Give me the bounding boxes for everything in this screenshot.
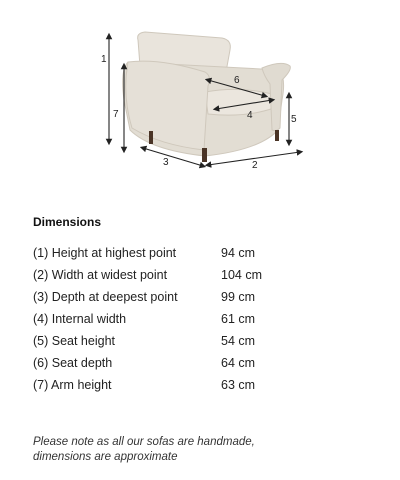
dimension-label: (3) Depth at deepest point <box>33 290 178 304</box>
label-depth: 3 <box>163 157 169 168</box>
dimension-row-height <box>33 244 333 266</box>
dimension-value: 54 cm <box>221 334 256 348</box>
dimension-value: 63 cm <box>221 378 256 392</box>
armchair-dimension-diagram <box>0 0 400 200</box>
label-seat-height: 5 <box>291 114 297 125</box>
note-line-2: dimensions are approximate <box>33 451 178 463</box>
dimension-value: 61 cm <box>221 312 256 326</box>
label-height: 1 <box>101 54 107 65</box>
note-line-1: Please note as all our sofas are handmade, <box>33 436 255 448</box>
armchair-image <box>123 32 291 162</box>
dimension-row-arm-height <box>33 376 333 398</box>
dimension-label: (2) Width at widest point <box>33 268 168 282</box>
dimension-row-width <box>33 266 333 288</box>
right-leg <box>275 130 279 141</box>
handmade-note <box>33 435 333 465</box>
front-leg <box>202 148 207 162</box>
dimension-value: 94 cm <box>221 246 256 260</box>
dimension-row-internal-width <box>33 310 333 332</box>
dimension-value: 99 cm <box>221 290 256 304</box>
label-arm-height: 7 <box>113 109 119 120</box>
dimensions-list <box>33 244 333 398</box>
label-seat-depth: 6 <box>234 75 240 86</box>
dimension-row-seat-depth <box>33 354 333 376</box>
dimension-row-seat-height <box>33 332 333 354</box>
dimension-value: 104 cm <box>221 268 262 282</box>
label-internal-width: 4 <box>247 110 253 121</box>
label-width: 2 <box>252 160 258 171</box>
dimensions-heading: Dimensions <box>33 215 102 229</box>
dimension-label: (1) Height at highest point <box>33 246 177 260</box>
left-leg <box>149 131 153 144</box>
dimension-value: 64 cm <box>221 356 256 370</box>
dimension-label: (6) Seat depth <box>33 356 113 370</box>
dimension-label: (4) Internal width <box>33 312 127 326</box>
dimension-label: (5) Seat height <box>33 334 115 348</box>
dimension-label: (7) Arm height <box>33 378 112 392</box>
dimension-row-depth <box>33 288 333 310</box>
